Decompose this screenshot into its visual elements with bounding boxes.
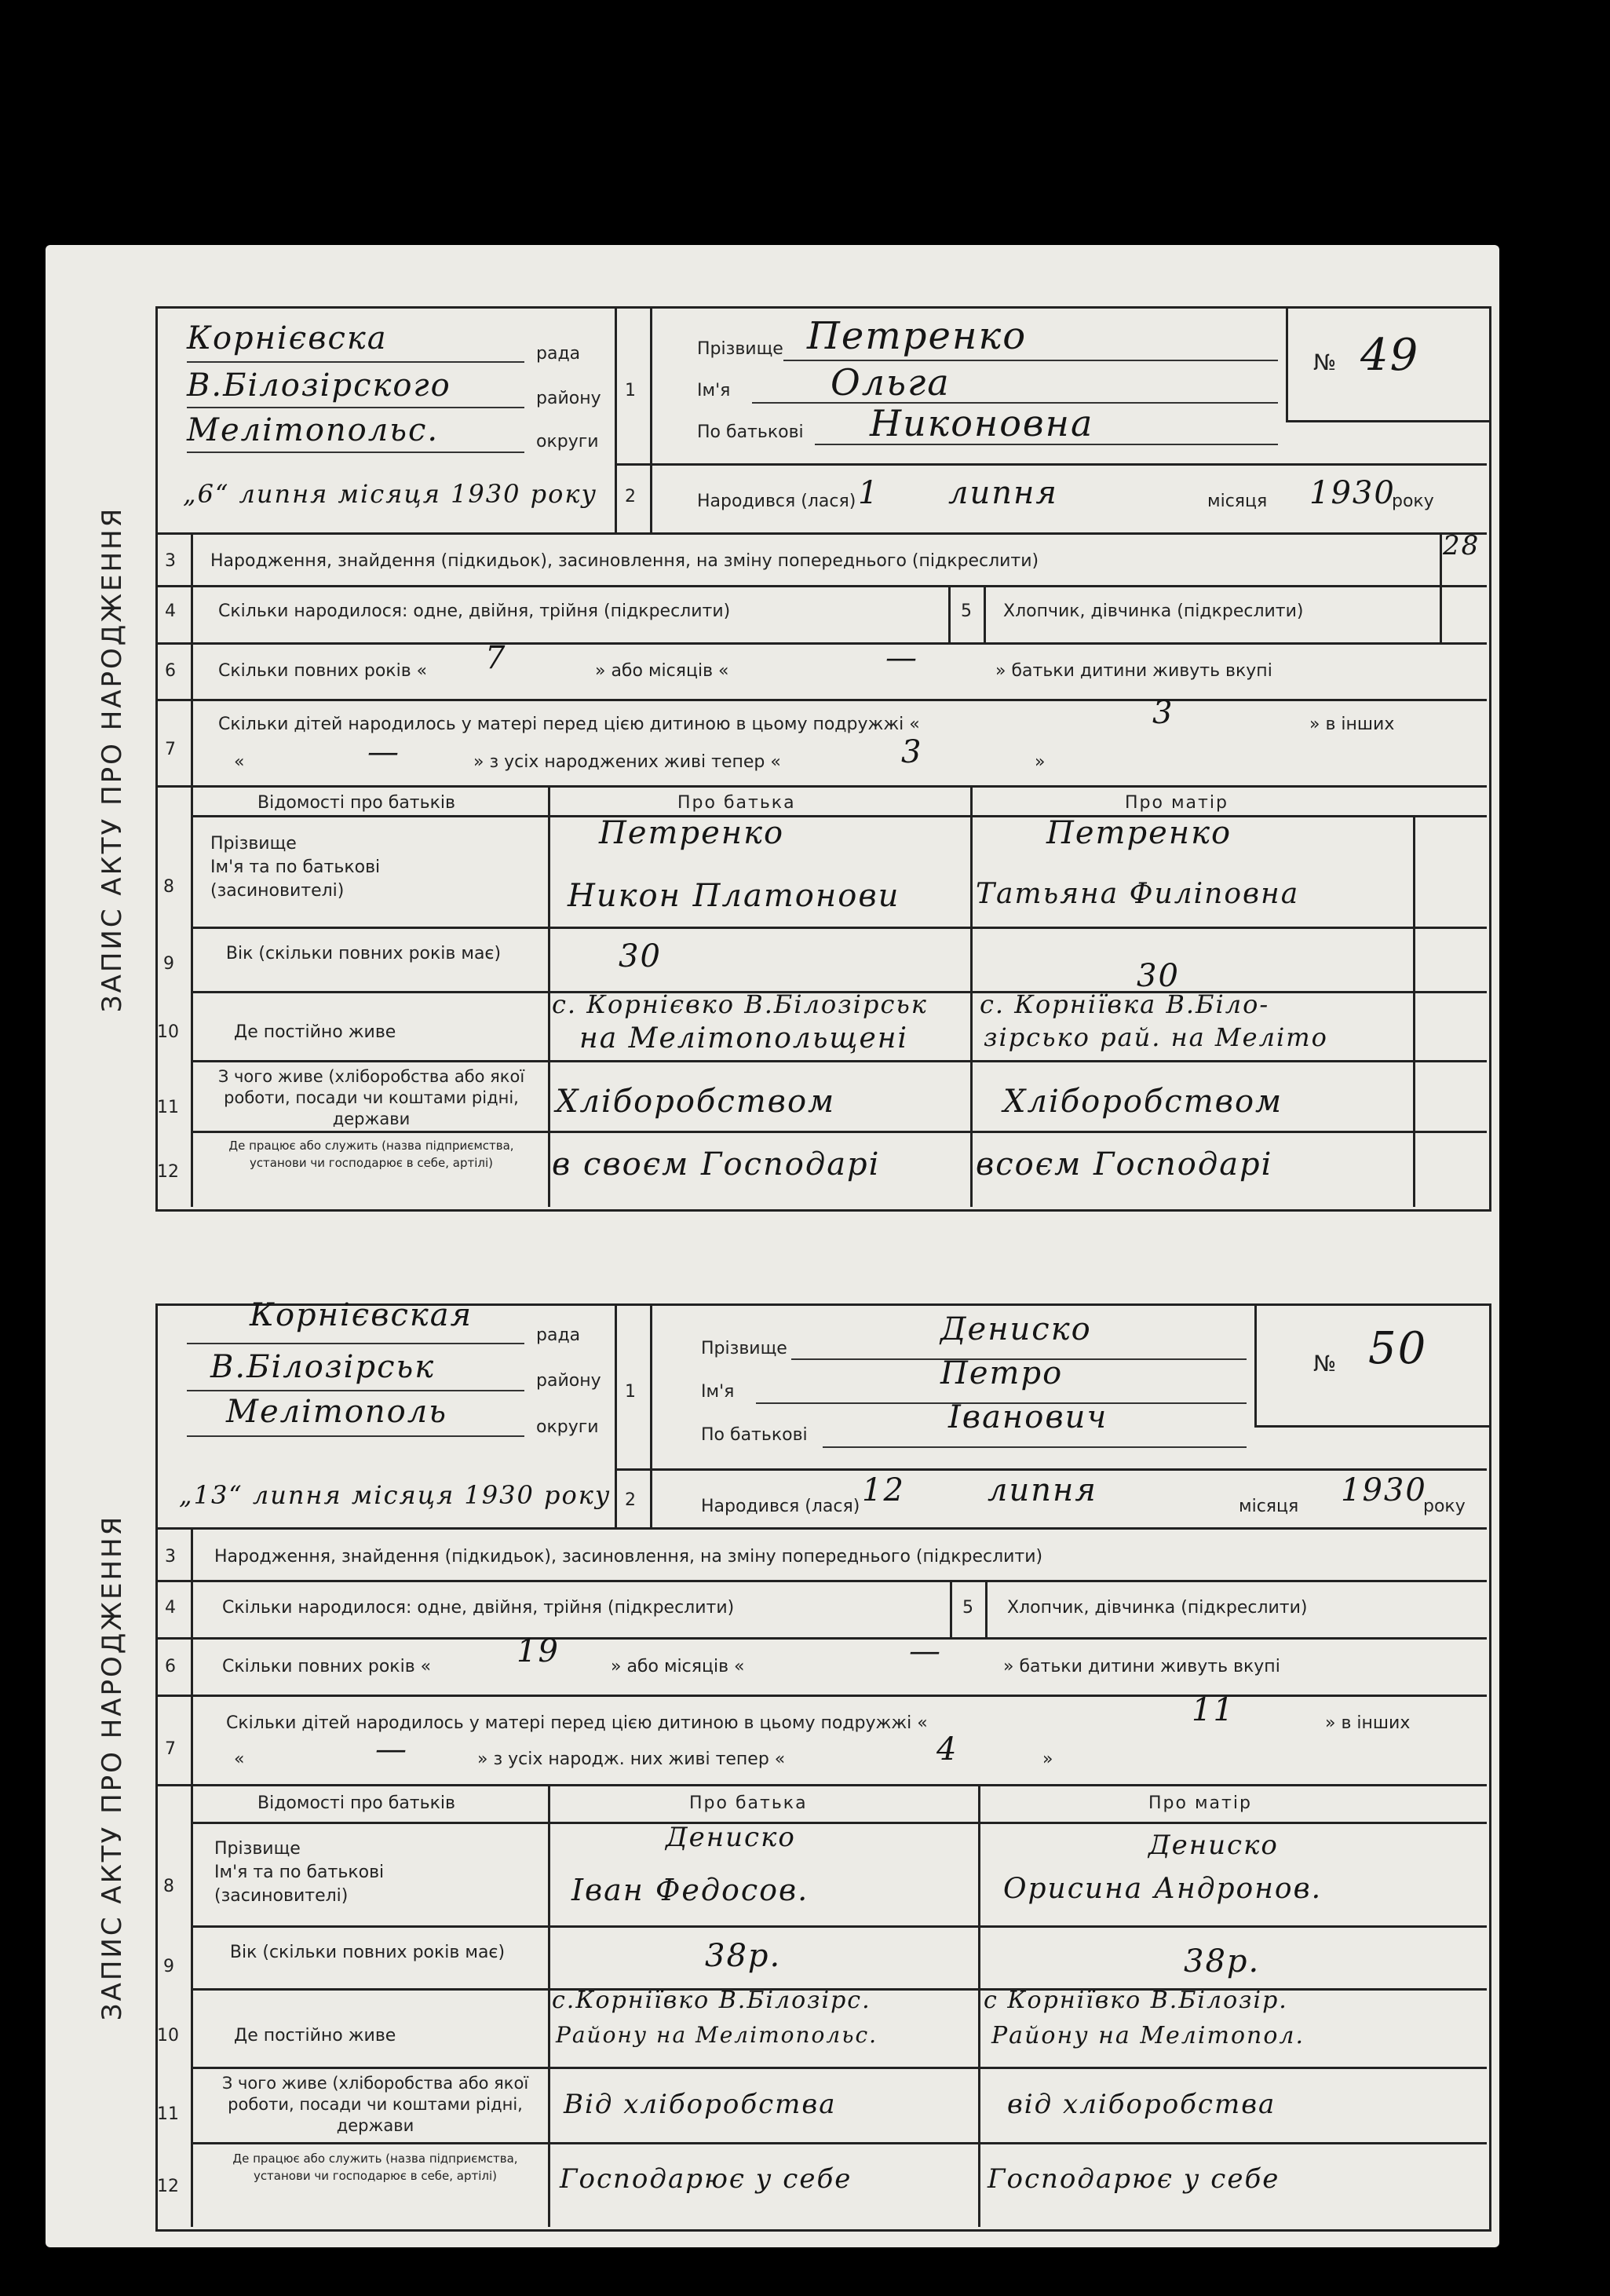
record1-row2-num: 2 (625, 487, 636, 506)
record2-r11-label: З чого живе (хліборобства або якої роботи, посади чи коштами рідні, держави (221, 2074, 529, 2135)
record1-r7-val-a: 3 (1152, 695, 1174, 731)
record1-r6-text-c: » батьки дитини живуть вкупі (995, 661, 1272, 681)
record2-r6-text-b: » або місяців « (611, 1657, 745, 1676)
record2-born-month: липня (988, 1472, 1097, 1508)
record2-r5-num: 5 (962, 1598, 973, 1618)
record1-r6-years: 7 (485, 640, 507, 676)
record2-r7-num: 7 (165, 1739, 176, 1759)
record1-registration-date: „6“ липня місяця 1930 року (183, 479, 598, 509)
record2-father-name: Іван Федосов. (571, 1873, 809, 1907)
record1-row1-num: 1 (625, 381, 636, 400)
record2-number-value: 50 (1368, 1323, 1428, 1374)
record1-father-header: Про батька (677, 793, 796, 813)
record2-patronymic-value: Іванович (948, 1399, 1108, 1435)
record2-born-year: 1930 (1341, 1472, 1427, 1508)
record1-r6-months: — (885, 640, 918, 676)
record2-mother-residence-2: Району на Мелітопол. (991, 2022, 1305, 2049)
record2-row2-num: 2 (625, 1490, 636, 1510)
record2-mother-residence-1: с Корніївко В.Білозір. (984, 1987, 1288, 2014)
record2-rada-label: рада (536, 1325, 581, 1345)
record2-rayon-label: району (536, 1371, 601, 1391)
record2-surname-label: Прізвище (701, 1339, 787, 1358)
record2-r7-text-a: Скільки дітей народилось у матері перед цією дитиною в цьому подружжі « (226, 1713, 928, 1733)
record1-number-label: № (1313, 349, 1337, 375)
record1-r3-text: Народження, знайдення (підкидьок), засиновлення, на зміну попереднього (підкреслити) (210, 551, 1039, 571)
record2-r6-text-a: Скільки повних років « (222, 1657, 432, 1676)
record1-father-work: в своєм Господарі (552, 1146, 881, 1183)
record1-rayon-label: району (536, 389, 601, 408)
record2-r9-num: 9 (163, 1957, 174, 1976)
record2-r6-years: 19 (517, 1633, 560, 1669)
record2-father-residence-1: с.Корніївко В.Білозірс. (552, 1987, 871, 2014)
record1-father-age: 30 (619, 938, 662, 974)
record1-mother-header: Про матір (1125, 793, 1228, 813)
record1-r10-num: 10 (157, 1022, 179, 1042)
record2-r7-text-d: » з усіх народж. них живі тепер « (477, 1749, 786, 1769)
record2-r12-label: Де працює або служить (назва підприємства, установи чи господарює в себе, артілі) (232, 2152, 518, 2183)
record1-father-name: Никон Платонови (568, 878, 900, 914)
record1-mother-residence-1: с. Корніївка В.Біло- (980, 989, 1270, 1019)
record1-father-livelihood: Хліборобством (556, 1084, 836, 1120)
record2-r3-text: Народження, знайдення (підкидьок), засиновлення, на зміну попереднього (підкреслити) (214, 1547, 1043, 1567)
record2-r5-text: Хлопчик, дівчинка (підкреслити) (1007, 1598, 1308, 1618)
record2-okrug-value: Мелітополь (226, 1394, 447, 1430)
record1-r5-text: Хлопчик, дівчинка (підкреслити) (1003, 601, 1304, 621)
record1-born-year-label: року (1392, 492, 1434, 511)
record2-born-month-label: місяця (1239, 1497, 1299, 1516)
record2-r12-num: 12 (157, 2177, 179, 2196)
record1-r7-text-b: » в інших (1309, 715, 1395, 734)
record1-father-surname: Петренко (599, 815, 785, 851)
record2-r7-val-c: 4 (936, 1731, 958, 1768)
record2-father-surname: Дениско (666, 1822, 796, 1853)
record2-row1-num: 1 (625, 1382, 636, 1402)
record2-mother-livelihood: від хліборобства (1007, 2089, 1276, 2120)
record2-r10-num: 10 (157, 2026, 179, 2046)
record1-okrug-value: Мелітопольс. (187, 412, 440, 448)
record1-r7-text-d: » з усіх народжених живі тепер « (473, 752, 781, 772)
record1-r6-text-a: Скільки повних років « (218, 661, 428, 681)
record2-born-label: Народився (лася) (701, 1497, 860, 1516)
record2-father-residence-2: Району на Мелітопольс. (556, 2022, 878, 2048)
record1-side-title-text: ЗАПИС АКТУ ПРО НАРОДЖЕННЯ (97, 506, 129, 1012)
record2-father-age: 38р. (705, 1938, 782, 1974)
record1-r3-num: 3 (165, 551, 176, 571)
record1-r4-text: Скільки народилося: одне, двійня, трійня (підкреслити) (218, 601, 731, 621)
record1-mother-name: Татьяна Филіповна (976, 878, 1300, 910)
record1-side-title (53, 306, 171, 1212)
record2-r6-text-c: » батьки дитини живуть вкупі (1003, 1657, 1280, 1676)
record1-r7-num: 7 (165, 740, 176, 759)
record1-r6-text-b: » або місяців « (595, 661, 729, 681)
record1-number-value: 49 (1360, 330, 1420, 381)
record1-r9-label: Вік (скільки повних років має) (225, 944, 502, 963)
record1-mother-age: 30 (1137, 958, 1180, 994)
record2-father-work: Господарює у себе (560, 2163, 852, 2195)
record1-r11-label: З чого живе (хліборобства або якої роботи, посади чи коштами рідні, держави (217, 1067, 525, 1128)
record2-r7-text-c: « (234, 1749, 245, 1769)
record2-r9-label: Вік (скільки повних років має) (229, 1943, 506, 1962)
record2-r3-num: 3 (165, 1547, 176, 1567)
record2-form (155, 1297, 1491, 2232)
record2-okrug-label: округи (536, 1417, 599, 1437)
record1-born-label: Народився (лася) (697, 492, 856, 511)
record2-r6-num: 6 (165, 1657, 176, 1676)
record2-r6-months: — (909, 1633, 942, 1669)
record1-corner-mark: 28 (1443, 530, 1480, 561)
record2-name-value: Петро (940, 1355, 1064, 1391)
record1-parents-header: Відомості про батьків (257, 793, 455, 813)
record2-r7-text-b: » в інших (1325, 1713, 1411, 1733)
record1-r5-num: 5 (961, 601, 972, 621)
record2-born-day: 12 (862, 1472, 905, 1508)
record1-mother-livelihood: Хліборобством (1003, 1084, 1283, 1120)
record1-patronymic-label: По батькові (697, 422, 804, 442)
record1-surname-value: Петренко (807, 314, 1028, 358)
record1-mother-work: всоєм Господарі (976, 1146, 1273, 1183)
record1-form (155, 306, 1491, 1212)
record2-r7-val-b: — (375, 1731, 408, 1768)
record1-mother-residence-2: зірсько рай. на Меліто (984, 1022, 1328, 1052)
record2-rada-value: Корнієвская (250, 1297, 473, 1333)
record1-r7-text-e: » (1035, 752, 1046, 772)
record1-r12-num: 12 (157, 1162, 179, 1182)
record1-r8-num: 8 (163, 877, 174, 897)
record1-r7-val-b: — (367, 734, 400, 770)
record2-patronymic-label: По батькові (701, 1425, 808, 1445)
record2-r7-text-e: » (1042, 1749, 1053, 1769)
record2-mother-name: Орисина Андронов. (1003, 1873, 1323, 1905)
record2-born-year-label: року (1423, 1497, 1466, 1516)
record1-okrug-label: округи (536, 432, 599, 452)
record1-born-month: липня (948, 475, 1058, 511)
record1-patronymic-value: Никоновна (870, 402, 1094, 444)
record2-r4-text: Скільки народилося: одне, двійня, трійня (підкреслити) (222, 1598, 735, 1618)
record1-name-value: Ольга (831, 361, 951, 404)
record2-r4-num: 4 (165, 1598, 176, 1618)
record2-parents-header: Відомості про батьків (257, 1793, 455, 1813)
record2-surname-value: Дениско (940, 1311, 1092, 1347)
record1-born-year: 1930 (1309, 475, 1396, 511)
record1-rayon-value: В.Білозірского (187, 367, 451, 404)
record1-mother-surname: Петренко (1046, 815, 1232, 851)
record2-mother-work: Господарює у себе (988, 2163, 1280, 2195)
record2-side-title-text: ЗАПИС АКТУ ПРО НАРОДЖЕННЯ (97, 1514, 129, 2021)
record2-side-title (53, 1303, 171, 2232)
record1-rada-value: Корнієвска (187, 320, 388, 356)
record1-r7-text-a: Скільки дітей народилось у матері перед цією дитиною в цьому подружжі « (218, 715, 920, 734)
record1-r9-num: 9 (163, 954, 174, 974)
record2-name-label: Ім'я (701, 1382, 735, 1402)
record2-mother-surname: Дениско (1148, 1830, 1279, 1861)
record1-rada-label: рада (536, 344, 581, 364)
record1-r7-val-c: 3 (901, 734, 923, 770)
document-page (46, 245, 1499, 2247)
record2-r8-num: 8 (163, 1877, 174, 1896)
record2-number-label: № (1313, 1351, 1337, 1377)
record1-father-residence-2: на Мелітопольщені (579, 1022, 908, 1055)
record1-born-month-label: місяця (1207, 492, 1268, 511)
record2-father-livelihood: Від хліборобства (564, 2089, 837, 2120)
record1-r12-label: Де працює або служить (назва підприємства, установи чи господарює в себе, артілі) (228, 1139, 514, 1170)
record1-father-residence-1: с. Корнієвко В.Білозірськ (552, 989, 928, 1019)
record1-r7-text-c: « (234, 752, 245, 772)
record2-mother-age: 38р. (1184, 1943, 1261, 1980)
record2-father-header: Про батька (689, 1793, 808, 1813)
record2-r8-label: Прізвище Ім'я та по батькові (засиновителі) (214, 1839, 385, 1906)
record1-r8-label: Прізвище Ім'я та по батькові (засиновителі) (210, 834, 381, 901)
record1-r6-num: 6 (165, 661, 176, 681)
record2-mother-header: Про матір (1148, 1793, 1252, 1813)
record2-registration-date: „13“ липня місяця 1930 року (179, 1480, 612, 1510)
record1-surname-label: Прізвище (697, 339, 783, 359)
record2-r7-val-a: 11 (1192, 1692, 1235, 1728)
record1-r11-num: 11 (157, 1098, 179, 1117)
record2-rayon-value: В.Білозірськ (210, 1349, 436, 1385)
record1-born-day: 1 (858, 475, 880, 511)
record1-r4-num: 4 (165, 601, 176, 621)
record1-r10-label: Де постійно живе (234, 1022, 396, 1042)
record1-name-label: Ім'я (697, 381, 731, 400)
record2-r11-num: 11 (157, 2104, 179, 2124)
record2-r10-label: Де постійно живе (234, 2026, 396, 2046)
